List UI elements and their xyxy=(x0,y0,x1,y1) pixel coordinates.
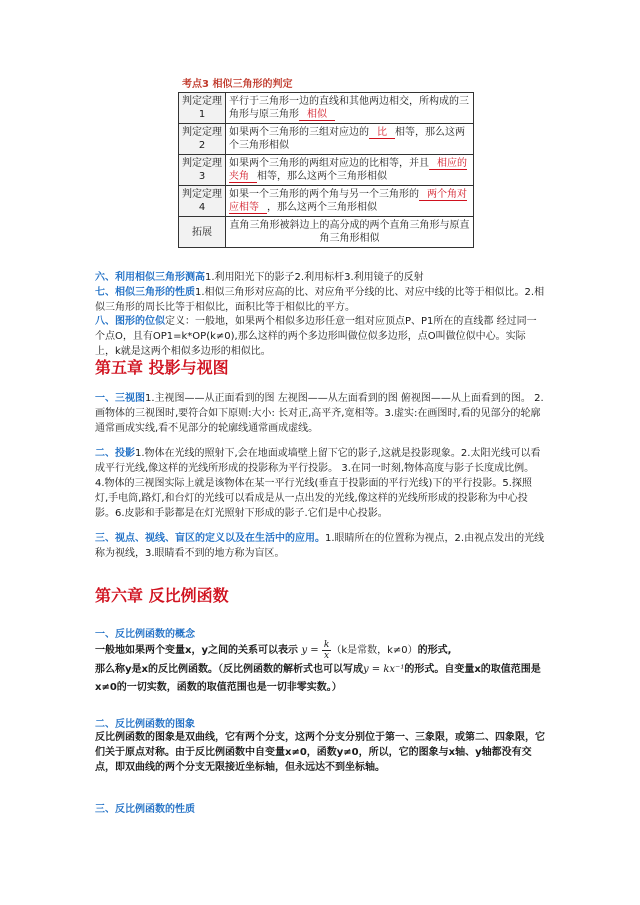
section-text: 一般地如果两个变量x，y之间的关系可以表示 xyxy=(95,645,298,656)
section-text: 1.相似三角形对应高的比、对应角平分线的比、对应中线的比等于相似比。2.相似三角形的周长比等于相似比，面积比等于相似比的平方。 xyxy=(95,287,545,313)
row-head: 拓展 xyxy=(179,217,226,248)
formula-inverse xyxy=(301,640,331,661)
row-blank: 比 xyxy=(369,127,395,139)
row-text: ，那么这两个三角形相似 xyxy=(267,202,377,213)
section-7 xyxy=(95,285,545,315)
c5-section-1 xyxy=(95,391,545,436)
section-text: 1.物体在光线的照射下,会在地面或墙壁上留下它的影子,这就是投影现象。2.太阳光线可以看成平行光线,像这样的光线所形成的投影称为平行投影。 3.在同一时刻,物体高度与影子长度成比例。 4.物体的三视图实际上就是该物体在某一平行光线(垂直于投影面的平行光线)下的平行投影。5.探照灯,手电筒,路灯,和台灯的光线可以看成是从一点出发的光线,像这样的光线所形成的投影称为中心投影。6.皮影和手影都是在灯光照射下形成的影子.它们是中心投影。 xyxy=(95,448,541,519)
row-content xyxy=(226,186,474,217)
row-text: 如果两个三角形的三组对应边的 xyxy=(229,127,369,138)
row-head: 判定定理1 xyxy=(179,93,226,124)
table-row xyxy=(179,124,474,155)
section-text: 1.利用阳光下的影子2.利用标杆3.利用镜子的反射 xyxy=(205,272,424,283)
row-blank: 相似 xyxy=(299,109,335,121)
row-text: 平行于三角形一边的直线和其他两边相交，所构成的三角形与原三角形 xyxy=(229,96,469,120)
table-title: 考点3 相似三角形的判定 xyxy=(182,79,293,90)
table-row xyxy=(179,186,474,217)
section-text: 1.眼睛所在的位置称为视点，2.由视点发出的光线称为视线，3.眼睛看不到的地方称为盲区。 xyxy=(95,533,545,559)
chapter-6-title: 第六章 反比例函数 xyxy=(95,586,229,605)
row-blank: 相应的夹角 xyxy=(229,158,467,182)
section-text: 定义：一般地，如果两个相似多边形任意一组对应顶点P、P1所在的直线都 经过同一个点O，且有OP1=k*OP(k≠0),那么这样的两个多边形叫做位似多边形，点O叫做位似中心。实际上，k就是这两个相似多边形的相似比。 xyxy=(95,316,537,357)
table-row xyxy=(179,217,474,248)
c5-section-3 xyxy=(95,531,545,561)
section-8 xyxy=(95,314,545,359)
row-content xyxy=(226,124,474,155)
row-text: 如果一个三角形的两个角与另一个三角形的 xyxy=(229,189,419,200)
formula-note: （k是常数，k≠0） xyxy=(331,645,418,656)
section-text: 的形式。自变量x的取值范围是x≠0的一切实数，函数的取值范围也是一切非零实数。） xyxy=(95,664,541,693)
section-text: 的形式, xyxy=(417,645,452,656)
theorem-table xyxy=(178,92,474,248)
chapter-5-title: 第五章 投影与视图 xyxy=(95,358,229,377)
c6-section-3-title: 三、反比例函数的性质 xyxy=(95,804,195,815)
theorem-table-figure xyxy=(174,72,476,266)
row-content: 直角三角形被斜边上的高分成的两个直角三角形与原直角三角形相似 xyxy=(226,217,474,248)
row-text: 相等，那么这两个三角形相似 xyxy=(257,171,387,182)
row-head: 判定定理3 xyxy=(179,155,226,186)
numerator: k xyxy=(323,640,330,650)
section-label: 六、利用相似三角形测高 xyxy=(95,272,205,283)
section-label: 二、投影 xyxy=(95,448,135,459)
section-label: 七、相似三角形的性质 xyxy=(95,287,195,298)
table-row xyxy=(179,155,474,186)
table-row xyxy=(179,93,474,124)
row-text: 相等，那么这两个三角形相似 xyxy=(229,127,465,151)
c6-section-2-body: 反比例函数的图象是双曲线，它有两个分支，这两个分支分别位于第一、三象限，或第二、四象限，它们关于原点对称。由于反比例函数中自变量x≠0，函数y≠0，所以，它的图象与x轴、y轴都没有交点，即双曲线的两个分支无限接近坐标轴，但永远达不到坐标轴。 xyxy=(95,732,545,773)
formula-power: y = kx⁻¹ xyxy=(362,664,405,675)
row-head: 判定定理4 xyxy=(179,186,226,217)
section-text: 1.主视图——从正面看到的图 左视图——从左面看到的图 俯视图——从上面看到的图。 2.画物体的三视图时,要符合如下原则:大小: 长对正,高平齐,宽相等。3.虚实:在画图时,看的见部分的轮廓通常画成实线,看不见部分的轮廓线通常画成虚线。 xyxy=(95,393,544,434)
fraction xyxy=(322,640,331,661)
section-label: 八、图形的位似 xyxy=(95,316,165,327)
section-text: 那么称y是x的反比例函数。（反比例函数的解析式也可以写成 xyxy=(95,664,363,675)
c6-section-1-body xyxy=(95,640,545,697)
row-text: 如果两个三角形的两组对应边的比相等，并且 xyxy=(229,158,429,169)
row-content xyxy=(226,155,474,186)
section-label: 三、视点、视线、盲区的定义以及在生活中的应用。 xyxy=(95,533,325,544)
section-6 xyxy=(95,270,545,285)
c6-section-2-title: 二、反比例函数的图象 xyxy=(95,719,195,730)
row-blank: 两个角对应相等 xyxy=(229,189,467,213)
formula-lhs: y = xyxy=(301,645,319,656)
denominator: x xyxy=(324,651,330,661)
row-content xyxy=(226,93,474,124)
c6-section-1-title: 一、反比例函数的概念 xyxy=(95,629,195,640)
section-label: 一、三视图 xyxy=(95,393,145,404)
row-head: 判定定理2 xyxy=(179,124,226,155)
c5-section-2 xyxy=(95,446,545,521)
